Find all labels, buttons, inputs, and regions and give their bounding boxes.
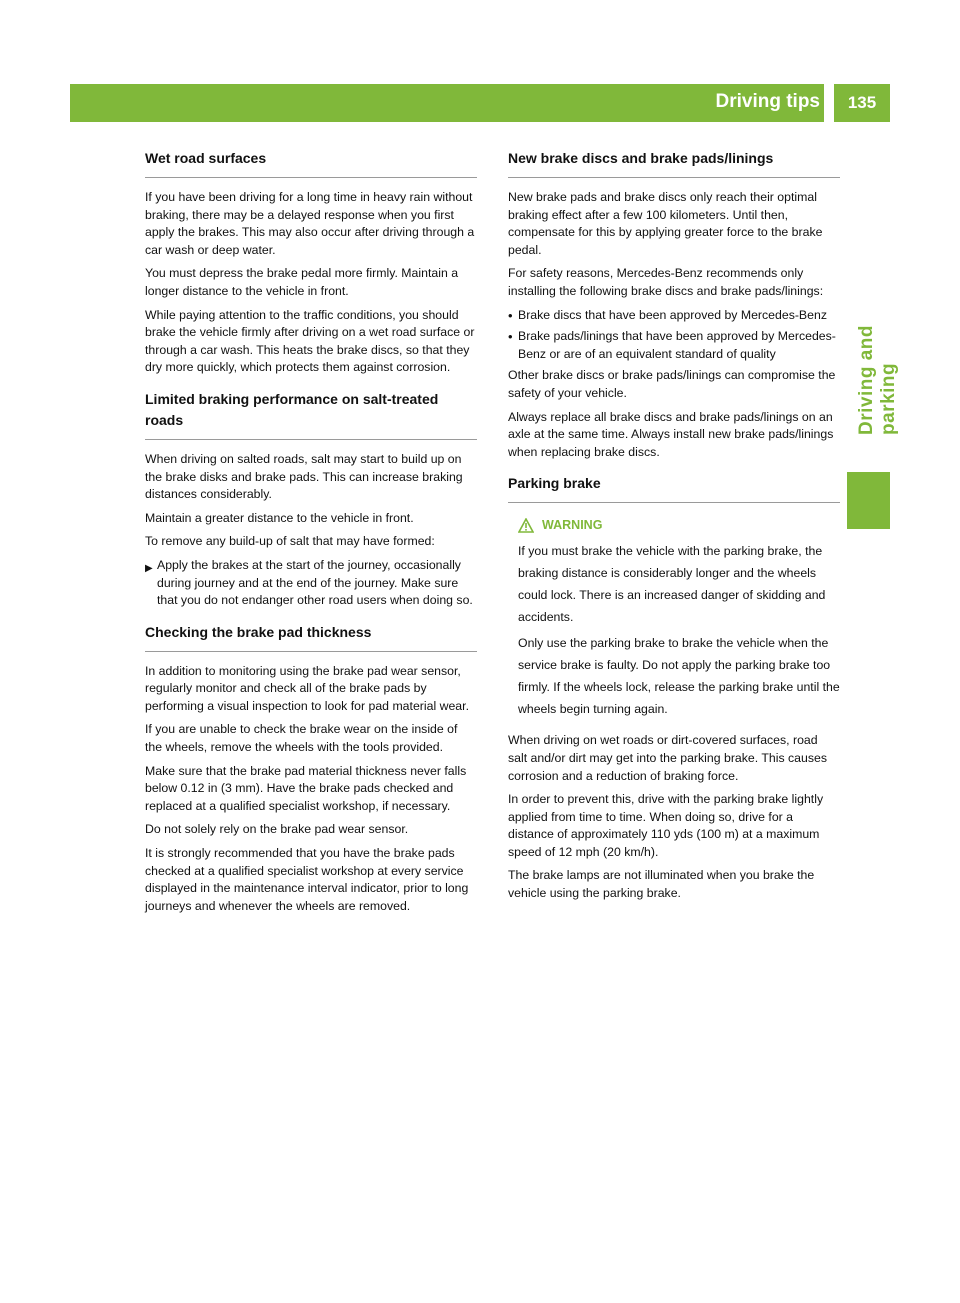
heading-wet-road: Wet road surfaces (145, 150, 267, 166)
heading-parking-brake: Parking brake (508, 475, 601, 492)
heading-rule (145, 177, 477, 178)
list-item (508, 307, 840, 325)
paragraph: If you are unable to check the brake wear on the inside of the wheels, remove the wheels with the tools provided. (145, 722, 458, 755)
list-item-text: Brake discs that have been approved by Mercedes-Benz (518, 307, 827, 322)
side-tab-label: Driving and parking (856, 324, 899, 435)
paragraph: While paying attention to the traffic conditions, you should brake the vehicle firmly after driving on a wet road surface or through a car wash. This heats the brake discs, so that they dry more quickly, which protects them against corrosion. (145, 307, 475, 375)
warning-header (518, 514, 840, 536)
heading-brake-pad-thickness: Checking the brake pad thickness (145, 623, 372, 640)
paragraph: It is strongly recommended that you have the brake pads checked at a qualified specialist workshop at every service displayed in the maintenance interval indicator, prior to long journeys and whenever the wheels are removed. (145, 846, 469, 913)
paragraph: Always replace all brake discs and brake pads/linings on an axle at the same time. Always install new brake pads/linings when replacing brake discs. (508, 409, 834, 459)
paragraph: Do not solely rely on the brake pad wear sensor. (145, 822, 409, 837)
paragraph: New brake pads and brake discs only reach their optimal braking effect after a few 100 kilometers. Until then, compensate for this by applying greater force to the brake pedal. (508, 190, 823, 257)
paragraph: Other brake discs or brake pads/linings can compromise the safety of your vehicle. (508, 368, 836, 400)
step-text: Apply the brakes at the start of the journey, occasionally during journey and at the end of the journey. Make sure that you do not endanger other road users when doing so. (157, 557, 473, 608)
warning-triangle-icon (518, 518, 534, 533)
page-number: 135 (834, 84, 890, 122)
paragraph: For safety reasons, Mercedes-Benz recommends only installing the following brake discs and brake pads/linings: (508, 266, 824, 298)
paragraph: In addition to monitoring using the brake pad wear sensor, regularly monitor and check all of the brake pads by performing a visual inspection to look for pad material wear. (145, 663, 469, 713)
paragraph: Make sure that the brake pad material thickness never falls below 0.12 in (3 mm). Have the brake pads checked and replaced at a qualified specialist workshop, if necessary. (145, 763, 467, 813)
list-item (508, 328, 840, 363)
side-tab-marker (847, 472, 890, 529)
paragraph: To remove any build-up of salt that may have formed: (145, 534, 435, 549)
left-column (145, 148, 477, 921)
heading-rule (508, 177, 840, 178)
heading-rule (508, 502, 840, 503)
paragraph: In order to prevent this, drive with the parking brake lightly applied from time to time. When doing so, drive for a distance of approximately 110 yds (100 m) at a maximum speed of 12 mph (20 km/h). (508, 792, 824, 859)
bullet-icon: • (508, 307, 513, 323)
heading-rule (145, 439, 477, 440)
instruction-step (145, 557, 477, 610)
warning-label: WARNING (542, 518, 603, 533)
list-item-text: Brake pads/linings that have been approved by Mercedes-Benz or are of an equivalent standard of quality (518, 329, 836, 361)
warning-box (508, 514, 840, 720)
warning-text: Only use the parking brake to brake the vehicle when the service brake is faulty. Do not apply the parking brake too firmly. If the wheels lock, release the parking brake until the wheels begin turning again. (518, 636, 840, 717)
step-arrow-icon: ▶ (145, 562, 153, 574)
warning-text: If you must brake the vehicle with the parking brake, the braking distance is considerably longer and the wheels could lock. There is an increased danger of skidding and accidents. (518, 544, 826, 625)
section-title: Driving tips (715, 91, 820, 112)
heading-salt-roads: Limited braking performance on salt-treated roads (145, 390, 439, 428)
heading-new-brake-discs: New brake discs and brake pads/linings (508, 150, 774, 166)
right-column (508, 148, 840, 909)
paragraph: Maintain a greater distance to the vehicle in front. (145, 510, 414, 525)
paragraph: When driving on wet roads or dirt-covered surfaces, road salt and/or dirt may get into the parking brake. This causes corrosion and a reduction of braking force. (508, 733, 827, 783)
paragraph: You must depress the brake pedal more firmly. Maintain a longer distance to the vehicle in front. (145, 266, 459, 298)
paragraph: The brake lamps are not illuminated when you brake the vehicle using the parking brake. (508, 868, 815, 901)
paragraph: When driving on salted roads, salt may start to build up on the brake disks and brake pads. This can increase braking distances considerably. (145, 451, 463, 502)
bullet-icon: • (508, 329, 513, 345)
paragraph: If you have been driving for a long time in heavy rain without braking, there may be a delayed response when you first apply the brakes. This may also occur after driving through a car wash or deep water. (145, 190, 475, 257)
heading-rule (145, 651, 477, 652)
